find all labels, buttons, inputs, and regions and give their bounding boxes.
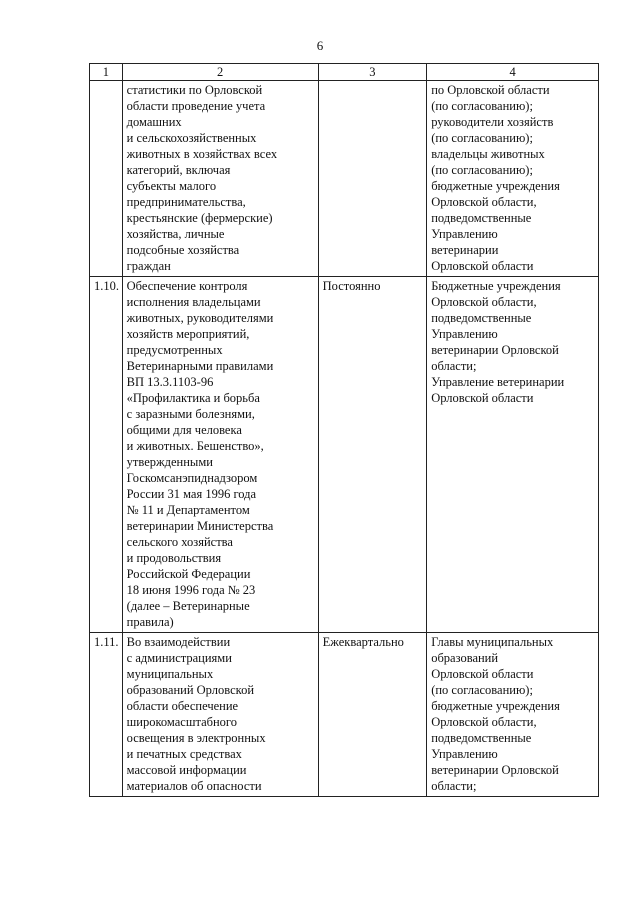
text-line: предпринимательства,: [126, 195, 246, 209]
text-line: и печатных средствах: [126, 747, 242, 761]
text-line: № 11 и Департаментом: [126, 503, 250, 517]
text-line: освещения в электронных: [126, 731, 266, 745]
text-line: «Профилактика и борьба: [126, 391, 260, 405]
text-line: статистики по Орловской: [126, 83, 263, 97]
text-line: (по согласованию);: [431, 683, 533, 697]
text-line: ВП 13.3.1103-96: [126, 375, 214, 389]
text-line: Орловской области: [431, 391, 534, 405]
text-line: ветеринарии: [431, 243, 499, 257]
row-number: 1.11.: [90, 633, 123, 797]
text-line: Управлению: [431, 327, 498, 341]
text-line: материалов об опасности: [126, 779, 262, 793]
text-line: домашних: [126, 115, 182, 129]
text-line: по Орловской области: [431, 83, 550, 97]
text-line: области обеспечение: [126, 699, 239, 713]
text-line: утвержденными: [126, 455, 213, 469]
text-line: бюджетные учреждения: [431, 179, 560, 193]
page-bottom-margin: [89, 835, 599, 905]
text-line: 18 июня 1996 года № 23: [126, 583, 256, 597]
text-line: подведомственные: [431, 211, 532, 225]
table-row: [90, 277, 599, 633]
measure-deadline: Ежеквартально: [318, 633, 427, 797]
text-line: (далее – Ветеринарные: [126, 599, 250, 613]
measure-responsible: [427, 277, 599, 633]
header-col-1: 1: [90, 64, 123, 81]
table-header-row: [90, 64, 599, 81]
row-number: 1.10.: [90, 277, 123, 633]
text-line: правила): [126, 615, 174, 629]
text-line: муниципальных: [126, 667, 214, 681]
measure-responsible: [427, 81, 599, 277]
text-line: владельцы животных: [431, 147, 545, 161]
header-col-3: 3: [318, 64, 427, 81]
text-line: Управление ветеринарии: [431, 375, 565, 389]
measure-description: [122, 633, 318, 797]
page-number: 6: [316, 38, 324, 53]
text-line: и сельскохозяйственных: [126, 131, 257, 145]
text-line: крестьянские (фермерские): [126, 211, 273, 225]
text-line: Российской Федерации: [126, 567, 251, 581]
text-line: Орловской области: [431, 259, 534, 273]
measures-table: [89, 63, 599, 797]
measure-responsible: [427, 633, 599, 797]
text-line: России 31 мая 1996 года: [126, 487, 257, 501]
text-line: образований Орловской: [126, 683, 255, 697]
text-line: (по согласованию);: [431, 163, 533, 177]
text-line: ветеринарии Министерства: [126, 519, 274, 533]
table-row: [90, 81, 599, 277]
text-line: бюджетные учреждения: [431, 699, 560, 713]
text-line: области проведение учета: [126, 99, 266, 113]
text-line: широкомасштабного: [126, 715, 237, 729]
text-line: ветеринарии Орловской: [431, 343, 559, 357]
text-line: руководители хозяйств: [431, 115, 554, 129]
measure-deadline: Постоянно: [318, 277, 427, 633]
text-line: животных, руководителями: [126, 311, 274, 325]
text-line: и продовольствия: [126, 551, 222, 565]
text-line: сельского хозяйства: [126, 535, 233, 549]
text-line: Орловской области,: [431, 195, 537, 209]
text-line: субъекты малого: [126, 179, 217, 193]
text-line: хозяйств мероприятий,: [126, 327, 250, 341]
row-number: [90, 81, 123, 277]
text-line: Бюджетные учреждения: [431, 279, 561, 293]
text-line: Управлению: [431, 747, 498, 761]
text-line: Орловской области,: [431, 295, 537, 309]
text-line: подведомственные: [431, 311, 532, 325]
text-line: животных в хозяйствах всех: [126, 147, 278, 161]
text-line: подведомственные: [431, 731, 532, 745]
text-line: области;: [431, 359, 477, 373]
text-line: Госкомсанэпиднадзором: [126, 471, 258, 485]
text-line: исполнения владельцами: [126, 295, 261, 309]
text-line: граждан: [126, 259, 171, 273]
header-col-2: 2: [122, 64, 318, 81]
measure-deadline: [318, 81, 427, 277]
text-line: Орловской области: [431, 667, 534, 681]
text-line: Орловской области,: [431, 715, 537, 729]
text-line: (по согласованию);: [431, 99, 533, 113]
text-line: ветеринарии Орловской: [431, 763, 559, 777]
text-line: Во взаимодействии: [126, 635, 231, 649]
text-line: общими для человека: [126, 423, 242, 437]
text-line: предусмотренных: [126, 343, 223, 357]
text-line: массовой информации: [126, 763, 247, 777]
text-line: Ветеринарными правилами: [126, 359, 274, 373]
text-line: подсобные хозяйства: [126, 243, 240, 257]
text-line: (по согласованию);: [431, 131, 533, 145]
header-col-4: 4: [427, 64, 599, 81]
text-line: Главы муниципальных: [431, 635, 554, 649]
measure-description: [122, 277, 318, 633]
text-line: Управлению: [431, 227, 498, 241]
text-line: хозяйства, личные: [126, 227, 225, 241]
measure-description: [122, 81, 318, 277]
text-line: с администрациями: [126, 651, 232, 665]
text-line: с заразными болезнями,: [126, 407, 255, 421]
table-row: [90, 633, 599, 797]
text-line: образований: [431, 651, 499, 665]
text-line: категорий, включая: [126, 163, 231, 177]
text-line: Обеспечение контроля: [126, 279, 248, 293]
text-line: области;: [431, 779, 477, 793]
text-line: и животных. Бешенство»,: [126, 439, 264, 453]
